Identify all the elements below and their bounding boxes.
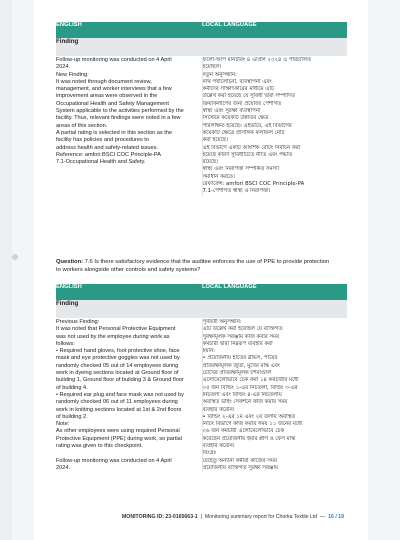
text-line: Protective Equipment (PPE) during work, so partial	[56, 435, 182, 442]
english-finding-text	[56, 57, 202, 196]
text-line: 2024.	[56, 464, 70, 471]
finding-table-7-6	[56, 284, 347, 472]
footer-separator: —	[317, 514, 329, 520]
text-line: of building 4.	[56, 384, 88, 391]
text-line: • প্রয়োজনীয় হাতের গ্লাভস, পায়ের	[202, 355, 278, 362]
report-page	[34, 0, 368, 540]
text-line: কয়েকটি ক্ষেত্রে প্রাসঙ্গিক ফলাফল নোট	[202, 129, 285, 136]
finding-table-7-5	[56, 22, 347, 196]
text-line: ০৬ জন কর্মচারী এলোমেলোভাবে চেক	[202, 428, 285, 435]
text-line: সিস্টেমে কয়েকটি উন্নতির ক্ষেত্র	[202, 115, 269, 122]
text-line: ফলো-আপ মনিটরিং ৪ এপ্রিল ২০২৪ এ পরিচালিত	[202, 57, 311, 63]
text-line: রয়েছে।	[202, 159, 219, 166]
text-line: নিচতলা এবং বিল্ডিং ৪-এর নিচতলায়	[202, 391, 282, 398]
text-line: ক্রিয়াকলাপের জন্য প্রযোজ্য পেশাগত	[202, 100, 282, 107]
text-line: was not used by the employee during work as	[56, 333, 170, 340]
text-line: mask and eye protective goggles was not used by	[56, 355, 180, 362]
text-line: work in dyeing sections located at Ground floor of	[56, 370, 179, 377]
report-title: Monitoring summary report for Chorka Textile Ltd	[204, 514, 318, 520]
text-line: ব্যবহার করেনি।	[202, 406, 235, 413]
text-line: of building 2.	[56, 413, 88, 420]
local-finding-text	[202, 57, 347, 196]
column-header-english: ENGLISH	[56, 22, 202, 38]
text-line: ০৫ জন বিল্ডিং ১-এর নিচতলা, বিল্ডিং ৩-এর	[202, 384, 298, 391]
text-line: • Required hand gloves, foot protective shoe, face	[56, 348, 180, 355]
local-finding-text	[202, 319, 347, 473]
text-line: হয়েছে কারণ সুবিধাটিতে নীতি এবং পদ্ধতি	[202, 151, 293, 158]
text-line: স্বাস্থ্য এবং সুরক্ষা ব্যবস্থাপনা	[202, 108, 261, 115]
column-header-english: ENGLISH	[56, 284, 202, 300]
text-line: address health and safety-related issues.	[56, 144, 158, 151]
text-line: উল্লেখ করা হয়েছে যে সুবিধা দ্বারা সম্পাদিত	[202, 93, 296, 100]
text-line: ব্যবহার করেনি।	[202, 443, 235, 450]
text-line: কর্মচারী দ্বারা নিম্নরূপ ব্যবহার করা	[202, 340, 273, 347]
text-line: It was noted that Personal Protective Equipment	[56, 326, 176, 333]
text-line: improvement areas were observed in the	[56, 93, 158, 100]
margin-marker	[12, 254, 18, 260]
column-header-local: LOCAL LANGUAGE	[202, 22, 347, 38]
text-line: এলোমেলোভাবে চেক করা ১৪ কর্মচারীর মধ্যে	[202, 377, 299, 384]
text-line: 7.1-Occupational Health and Safety.	[56, 159, 146, 166]
text-line: প্রয়োজনীয় ব্যক্তিগত সুরক্ষা সরঞ্জাম	[202, 464, 279, 471]
text-line: হয়নি:	[202, 348, 216, 355]
text-line: চোখের প্রতিরক্ষামূলক চশমাগুলি	[202, 370, 272, 377]
finding-label-local	[202, 300, 347, 319]
text-line: অবস্থিত ডাইং সেকশনে কাজ করার সময়	[202, 399, 288, 406]
column-header-local: LOCAL LANGUAGE	[202, 284, 347, 300]
text-line: randomly checked 06 out of 11 employees during	[56, 399, 178, 406]
text-line: প্রতিরক্ষামূলক জুতা, মুখের মাস্ক এবং	[202, 362, 281, 369]
text-line: • বিল্ডিং ২-এর ১ম এবং ২য় তলায় অবস্থিত	[202, 413, 296, 420]
text-line: Note:	[56, 421, 70, 428]
text-line: work in knitting sections located at 1st & 2nd floors	[56, 406, 182, 413]
text-line: নতুন অনুসন্ধান:	[202, 71, 237, 78]
text-line: Follow-up monitoring was conducted on 4 April	[56, 457, 172, 464]
text-line: areas of this section.	[56, 122, 108, 129]
text-line: পূর্ববর্তী অনুসন্ধান:	[202, 319, 242, 325]
text-line: এই বিভাগে একটি আংশিক রেটিং নির্বাচন করা	[202, 144, 301, 151]
page-number: 16 / 19	[328, 514, 344, 520]
finding-label: Finding	[56, 300, 202, 319]
finding-label: Finding	[56, 38, 202, 57]
footer-separator: |	[197, 514, 205, 520]
text-line: স্বাস্থ্য এবং নিরাপত্তা সম্পর্কিত সমস্যা	[202, 166, 280, 173]
text-line: বিঃদ্রঃ	[202, 450, 217, 457]
text-line: সমাধান করতে।	[202, 173, 235, 180]
text-line: management, and worker interviews that a few	[56, 86, 172, 93]
text-line: 7.1-পেশাগত স্বাস্থ্য ও নিরাপত্তা।	[202, 188, 271, 195]
text-line: building 1, Ground floor of building 3 & Ground floor	[56, 377, 184, 384]
text-line: করা হয়েছে।	[202, 137, 228, 144]
text-line: New Finding:	[56, 71, 89, 78]
text-line: It was noted through document review,	[56, 78, 152, 85]
text-line: rating was given to this checkpoint.	[56, 443, 143, 450]
text-line: যেহেতু অন্যান্য কর্মীরা কাজের সময়	[202, 457, 277, 464]
text-line: কর্মীদের সাক্ষাৎকারের মাধ্যমে এটি	[202, 86, 274, 93]
text-line: নথি পর্যালোচনা, ব্যবস্থাপনা এবং	[202, 78, 272, 85]
text-line: facility has policies and procedures to	[56, 137, 149, 144]
text-line: নিটিং বিভাগে কাজ করার সময় ১১ জনের মধ্যে	[202, 421, 303, 428]
text-line: করেছেন প্রয়োজনীয় ইয়ার প্লাগ ও ফেস মাস্ক	[202, 435, 296, 442]
monitoring-id: MONITORING ID: 23-0165663-1	[121, 514, 198, 520]
text-line: Previous Finding:	[56, 319, 100, 325]
finding-label-local	[202, 38, 347, 57]
paragraph-gap	[56, 450, 202, 457]
text-line: রেফারেন্স: amfori BSCI COC Principle-PA	[202, 181, 305, 188]
english-finding-text	[56, 319, 202, 473]
text-line: As other employees were using required Personal	[56, 428, 180, 435]
text-line: এটি উল্লেখ করা হয়েছিল যে ব্যক্তিগত	[202, 326, 283, 333]
question-text-line2: to workers alongside other controls and safety systems?	[56, 266, 201, 273]
text-line: Occupational Health and Safety Management	[56, 100, 169, 107]
text-line: হয়েছিল।	[202, 64, 222, 71]
text-line: A partial rating is selected in this section as the	[56, 129, 172, 136]
text-line: randomly checked 05 out of 14 employees during	[56, 362, 179, 369]
text-line: পরিলক্ষিত হয়েছে। এইভাবে, এই বিভাগের	[202, 122, 292, 129]
text-line: Reference: amfori BSCI COC Principle-PA	[56, 151, 161, 158]
text-line: 2024.	[56, 64, 70, 71]
question-text-line1: 7.6 Is there satisfactory evidence that the auditee enforces the use of PPE to provide protection	[83, 259, 330, 265]
text-line: Follow-up monitoring was conducted on 4 April	[56, 57, 172, 63]
text-line: সুরক্ষামূলক সরঞ্জাম কাজ করার সময়	[202, 333, 280, 340]
text-line: System applicable to the activities performed by the	[56, 108, 184, 115]
text-line: • Required ear plug and face mask was not used by	[56, 391, 184, 398]
left-margin-rail	[0, 0, 12, 540]
text-line: follows:	[56, 340, 75, 347]
question-label: Question:	[56, 259, 84, 265]
question-7-6	[56, 259, 347, 274]
text-line: facility. Thus, relevant findings were noted in a few	[56, 115, 181, 122]
